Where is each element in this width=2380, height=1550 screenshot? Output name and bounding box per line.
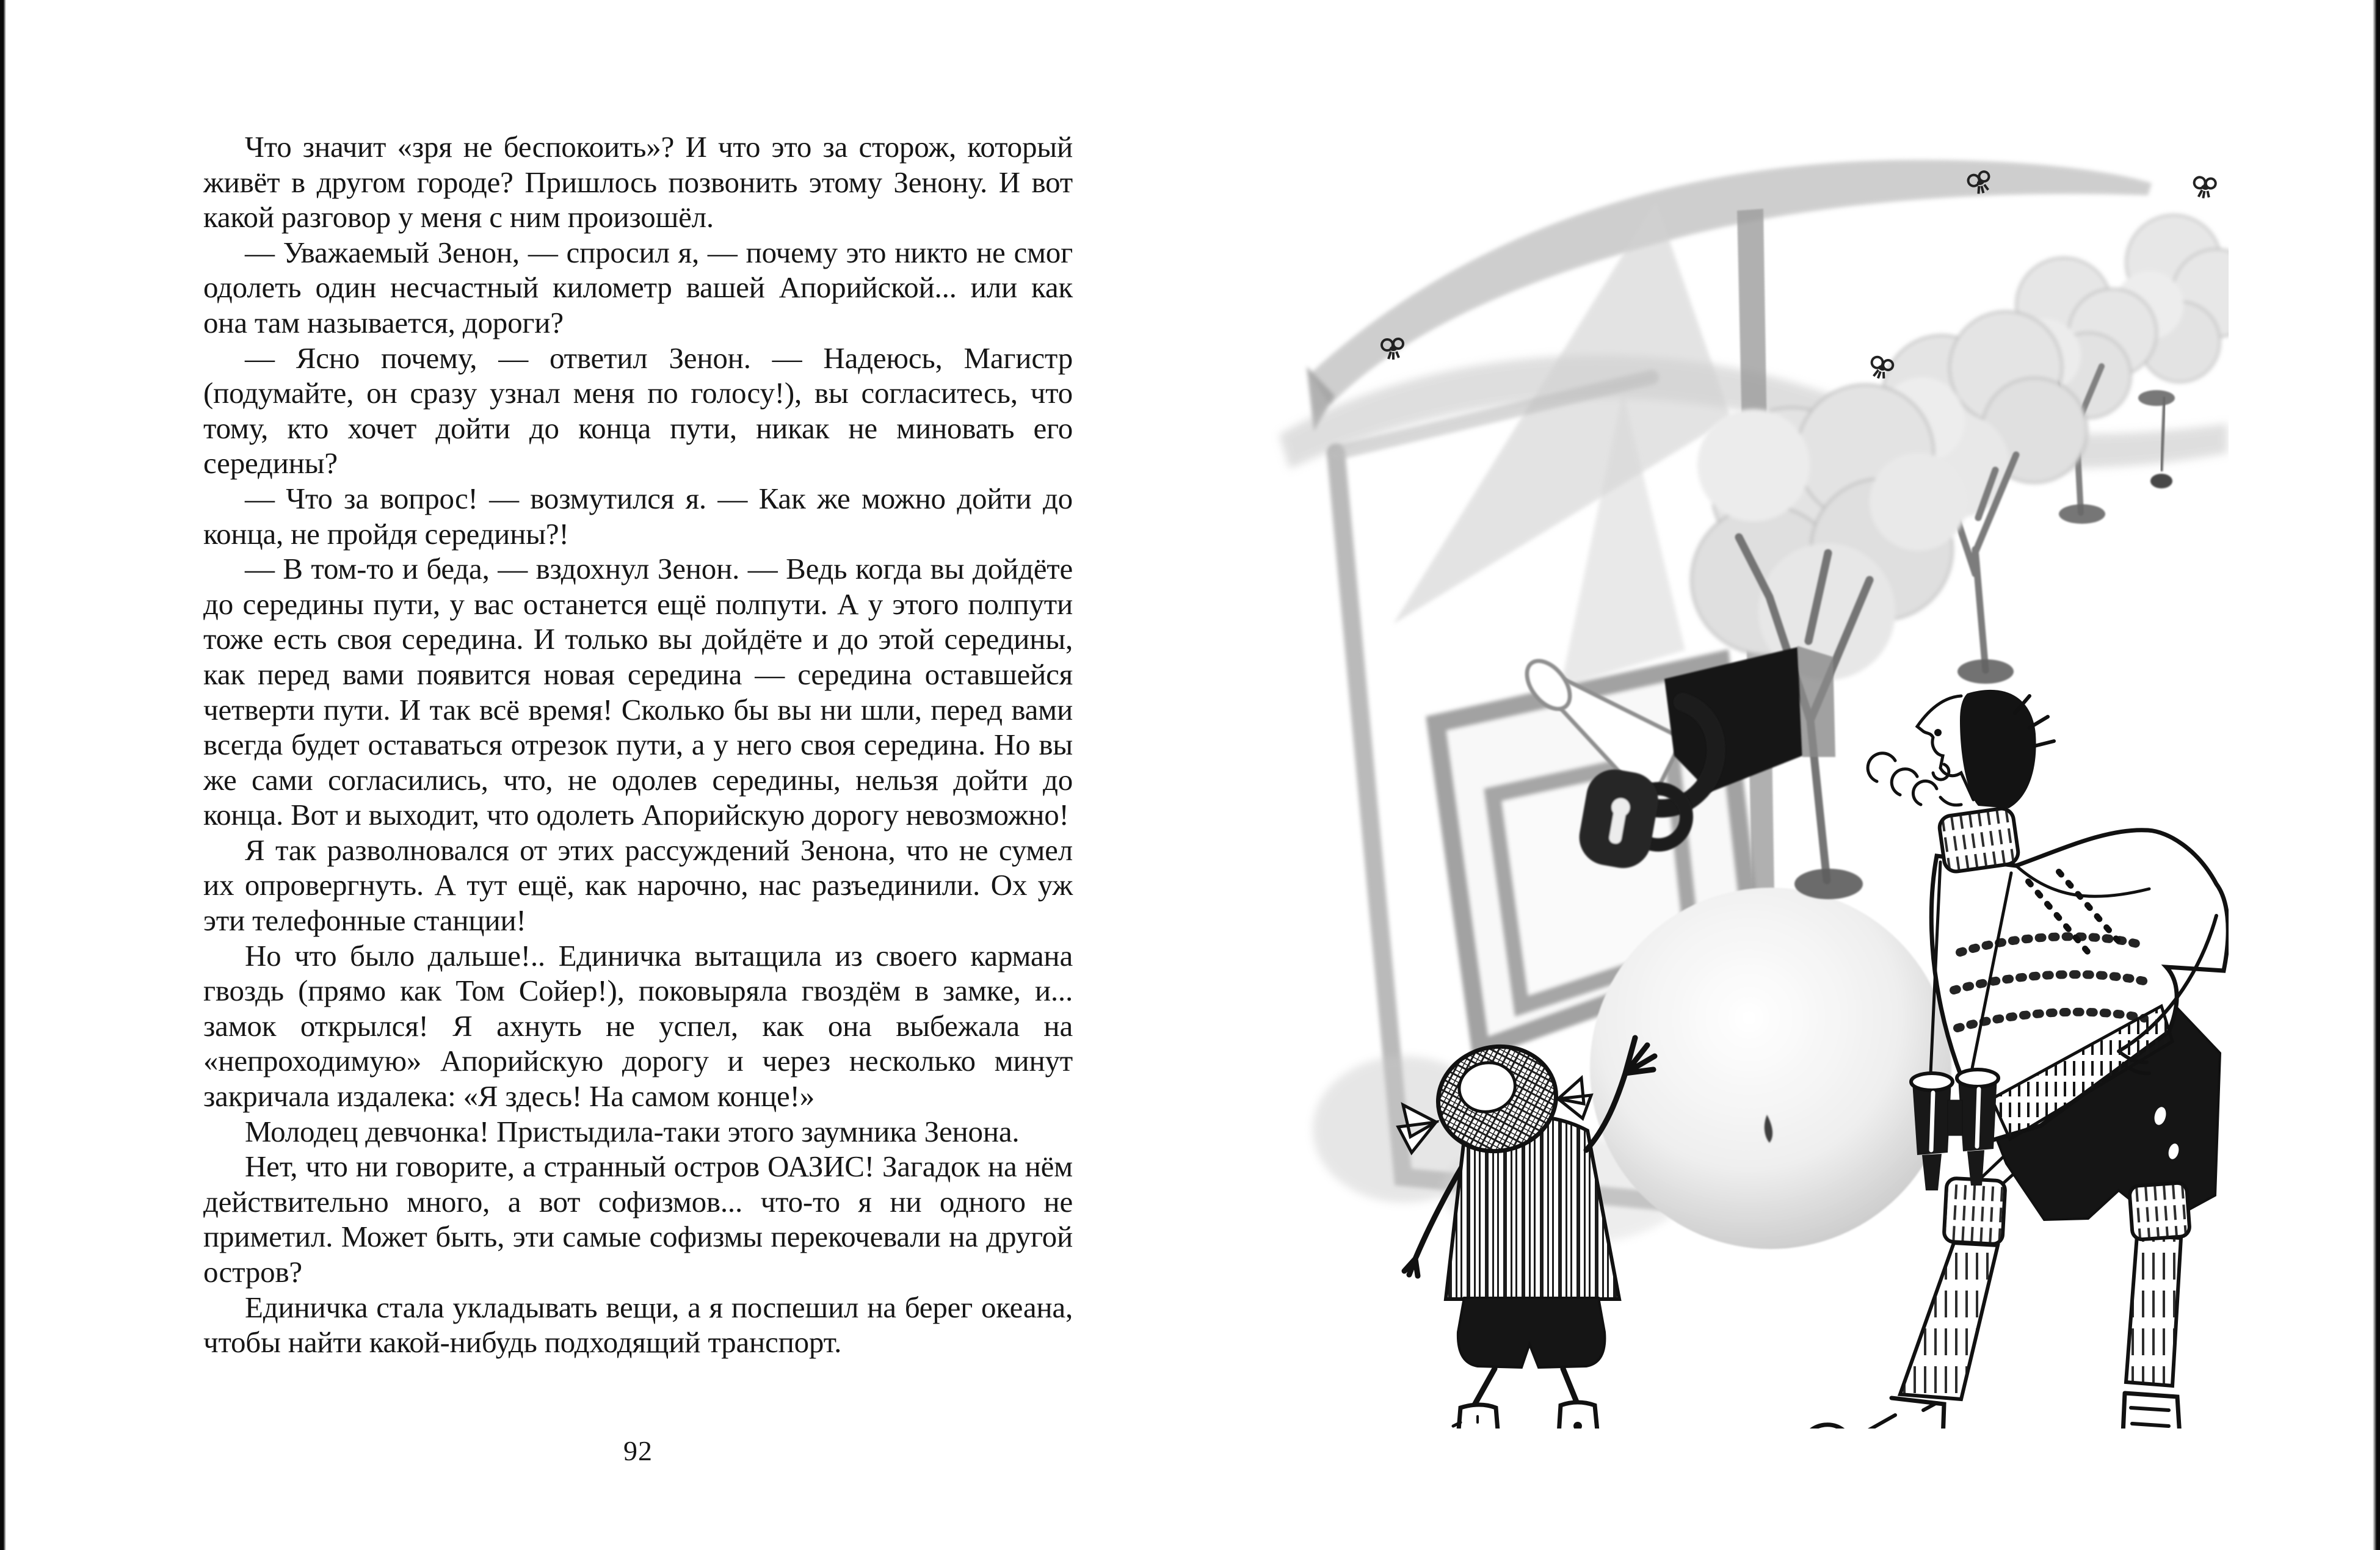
fly-icon — [2192, 176, 2216, 200]
scan-edge-right — [2373, 0, 2380, 1550]
magister-eye — [1934, 729, 1942, 736]
magister-left-boot — [1791, 1398, 1946, 1429]
paragraph: — Что за вопрос! — возмутился я. — Как же можно дойти до конца, не пройдя середины?! — [203, 481, 1073, 551]
magister-right-boot — [2087, 1393, 2192, 1429]
girl-left-boot — [1439, 1405, 1504, 1429]
paragraph: — В том-то и беда, — вздохнул Зенон. — Ведь когда вы дойдёте до середины пути, у вас останется ещё полпути. А у этого полпути тоже есть своя середина. И только вы дойдёте и до этой середины, как перед вами появится новая середина — середина оставшейся четверти пути. И так всё время! Сколько бы вы ни шли, перед вами всегда будет оставаться отрезок пути, а у него своя середина. Но вы же сами согласились, что, не одолев середины, нельзя дойти до конца. Вот и выходит, что одолеть Апорийскую дорогу невозможно! — [203, 552, 1073, 832]
girl-right-boot — [1555, 1402, 1649, 1429]
paragraph: Что значит «зря не беспокоить»? И что это за сторож, который живёт в другом городе? Пришлось позвонить этому Зенону. И вот какой разговор у меня с ним произошёл. — [203, 130, 1073, 234]
paragraph: Единичка стала укладывать вещи, а я поспешил на берег океана, чтобы найти какой-нибудь подходящий транспорт. — [203, 1290, 1073, 1360]
magister-head — [1868, 690, 2054, 808]
magister-beret — [1960, 690, 2036, 808]
paragraph: — Ясно почему, — ответил Зенон. — Надеюсь, Магистр (подумайте, он сразу узнал меня по голосу!), вы согласитесь, что тому, кто хочет дойти до конца пути, никак не миновать его середины? — [203, 341, 1073, 480]
paragraph: Молодец девчонка! Пристыдила-таки этого заумника Зенона. — [245, 1114, 1020, 1148]
magister-collar — [1938, 807, 2020, 873]
abstract-sail — [1393, 201, 1731, 687]
scan-edge-left — [0, 0, 6, 1550]
paragraph: Я так разволновался от этих рассуждений Зенона, что не сумел их опровергнуть. А тут ещё, как нарочно, нас разъединили. Ох уж эти телефонные станции! — [203, 833, 1073, 938]
page-number: 92 — [623, 1435, 653, 1466]
girl-shorts — [1458, 1298, 1605, 1367]
paragraph: Но что было дальше!.. Единичка вытащила из своего кармана гвоздь (прямо как Том Сойер!), поковыряла гвоздём в замке, и... замок открылся! Я ахнуть не успел, как она выбежала на «непроходимую» Апорийскую дорогу и через несколько минут закричала издалека: «Я здесь! На самом конце!» — [203, 938, 1073, 1114]
book-illustration — [1270, 147, 2229, 1429]
paragraph: Нет, что ни говорите, а странный остров ОАЗИС! Загадок на нём действительно много, а вот софизмов... что-то я ни одного не приметил. Может быть, эти самые софизмы перекочевали на другой остров? — [203, 1150, 1073, 1289]
paragraph: — Уважаемый Зенон, — спросил я, — почему это никто не смог одолеть один несчастный километр вашей Апорийской... или как она там называется, дороги? — [203, 235, 1073, 339]
magister-right-sock — [2126, 1182, 2190, 1386]
magister-left-sock — [1900, 1178, 2006, 1399]
text-column — [203, 129, 1073, 1360]
